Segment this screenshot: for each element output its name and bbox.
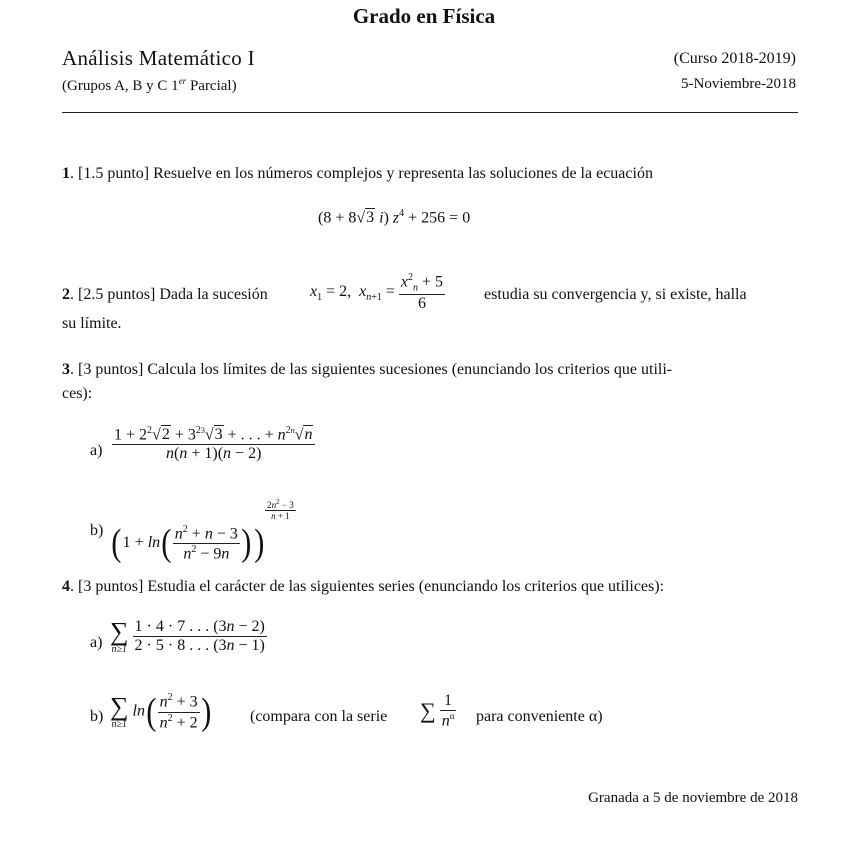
question-3-text-end: ces): [62,385,93,402]
question-4-number: 4 [62,578,70,595]
question-3-b-label: b) [90,522,104,539]
question-3-text: . [3 puntos] Calcula los límites de las siguientes sucesiones (enunciando los criterios que utili- [70,361,673,378]
question-4-text: . [3 puntos] Estudia el carácter de las siguientes series (enunciando los criterios que utilices): [70,578,665,595]
question-2-text: . [2.5 puntos] Dada la sucesión [70,286,268,303]
question-4 [62,578,664,596]
question-1-number: 1 [62,165,70,182]
question-4-b-label: b) [90,708,104,725]
question-2-text-continued: estudia su convergencia y, si existe, halla [484,286,747,303]
question-3-number: 3 [62,361,70,378]
page-title: Grado en Física [352,4,496,28]
question-3-a-label: a) [90,442,103,459]
question-2-text-end: su límite. [62,315,122,332]
footer-place-date: Granada a 5 de noviembre de 2018 [588,790,798,806]
course-title: Análisis Matemático I [62,46,255,70]
question-1-text: . [1.5 punto] Resuelve en los números complejos y representa las soluciones de la ecuación [70,165,653,182]
course-years: (Curso 2018-2019) [673,50,796,67]
question-2-number: 2 [62,286,70,303]
groups-line: (Grupos A, B y C 1er Parcial) [62,76,237,94]
question-4-a-formula: ∑ n≥1 $\frac{1 \cdot 4 \cdot 7 . . . (3n - 2)}{2 \cdot 5 \cdot 8 . . . (3n - 1)}$ [110,616,265,655]
question-4-b-note: (compara con la serie [250,708,388,725]
question-3-a-formula: $\frac{1 + 2^2√2 + 3^{23}√3 + . . . + n^{2n}√n}{n(n + 1)(n - 2)}$ [112,425,315,463]
question-1 [62,165,653,183]
question-2 [62,286,268,304]
question-3 [62,361,672,379]
question-4-b-comparison-series: ∑ $\frac{1}{n^\alpha}$ [420,692,455,730]
question-2-sequence: $x_1 = 2$, $x_{n+1}$ = $\frac{x^2_n + 5}{6}$ [310,272,444,312]
exam-date: 5-Noviembre-2018 [681,76,796,92]
question-4-b-note-end: para conveniente α) [476,708,603,725]
question-4-a-label: a) [90,634,103,651]
question-3-b-formula: (1 + ln( $\frac{n^2 + n - 3}{n^2 - 9n}$ )) $\frac{2n^2 - 3}{n + 1}$ [111,498,294,565]
question-1-equation: (8 + 8√3 i) $z^4 + 256 = 0$ [318,208,471,227]
header-divider [62,112,798,113]
question-4-b-formula: ∑ n≥1 ln( $\frac{n^2 + 3}{n^2 + 2}$ ) [110,691,212,733]
